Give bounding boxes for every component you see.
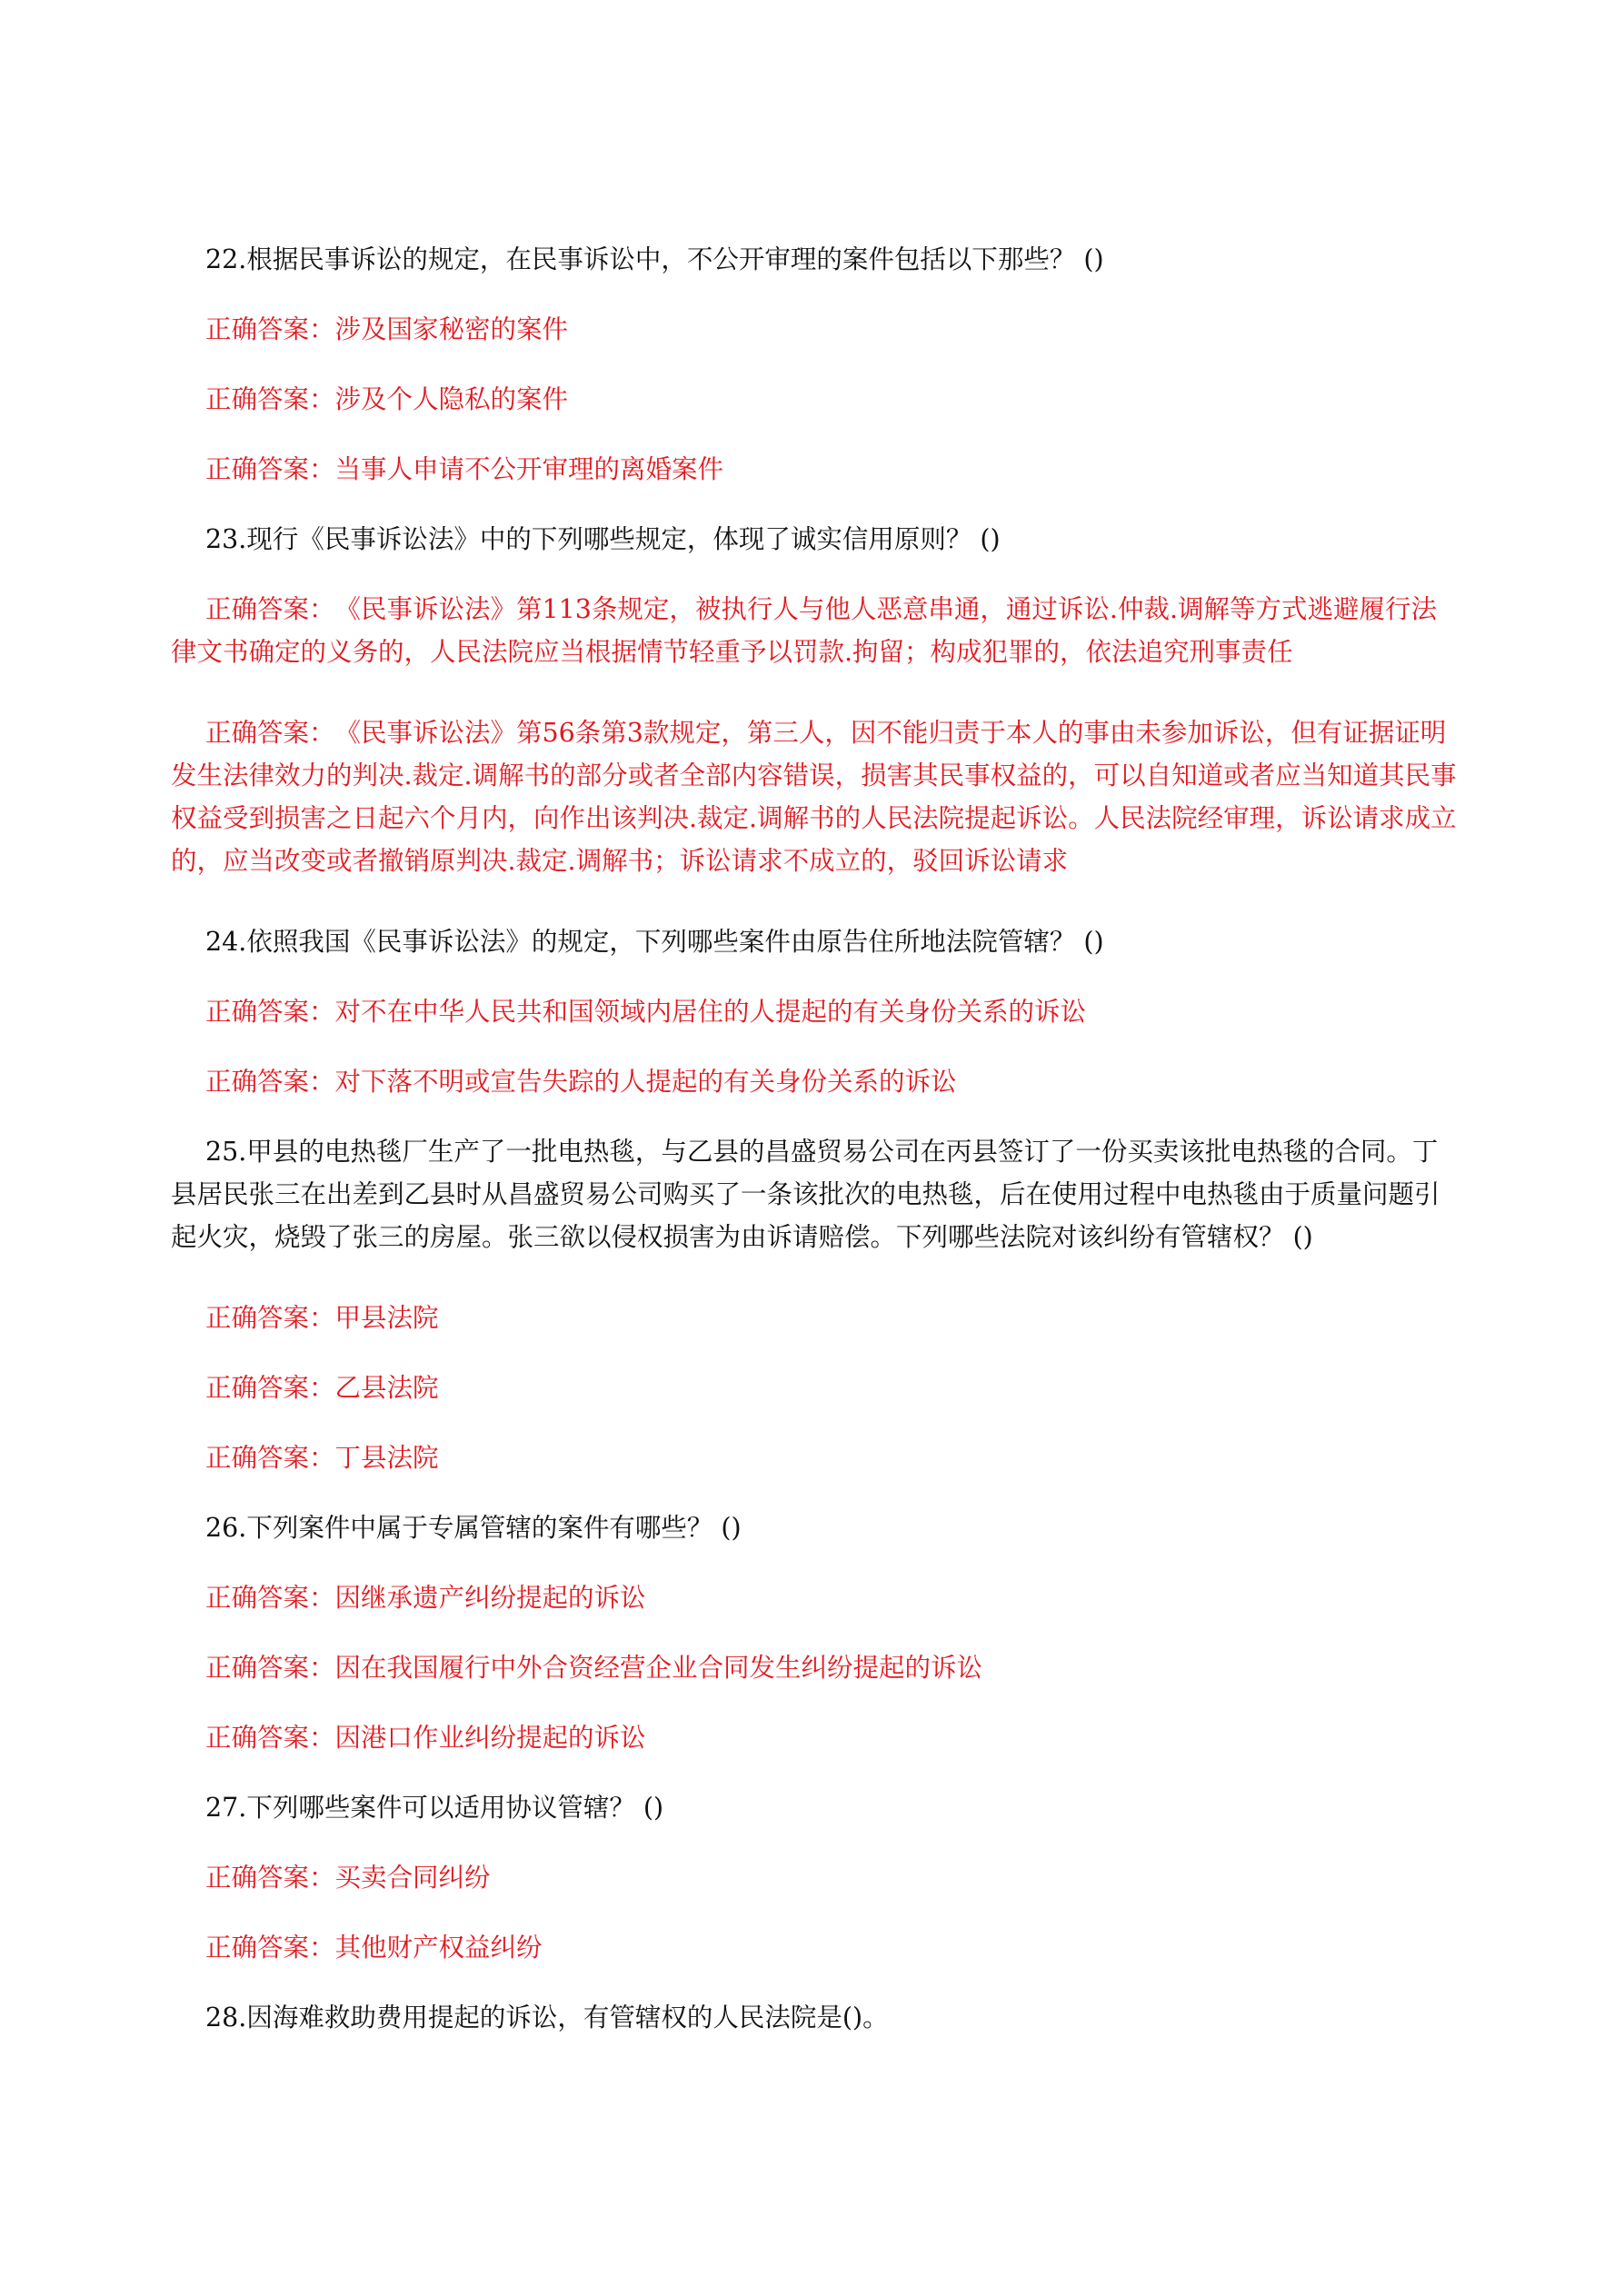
answer-line: 正确答案：对不在中华人民共和国领域内居住的人提起的有关身份关系的诉讼 [205,997,1087,1027]
answer-line: 正确答案：甲县法院 [205,1303,439,1333]
answer-line: 正确答案：因继承遗产纠纷提起的诉讼 [205,1583,646,1613]
question-23: 23.现行《民事诉讼法》中的下列哪些规定，体现了诚实信用原则？ () [205,524,1001,554]
question-25: 25.甲县的电热毯厂生产了一批电热毯，与乙县的昌盛贸易公司在丙县签订了一份买卖该批电热毯的合同。丁县居民张三在出差到乙县时从昌盛贸易公司购买了一条该批次的电热毯，后在使用过程中电热毯由于质量问题引起火灾，烧毁了张三的房屋。张三欲以侵权损害为由诉请赔偿。下列哪些法院对该纠纷有管辖权？ () [171,1137,1440,1252]
answer-line: 正确答案：因港口作业纠纷提起的诉讼 [205,1723,646,1753]
answer-line: 正确答案： 《民事诉讼法》第113条规定，被执行人与他人恶意串通，通过诉讼.仲裁.调解等方式逃避履行法律文书确定的义务的，人民法院应当根据情节轻重予以罚款.拘留；构成犯罪的，依法追究刑事责任 [171,594,1438,667]
answer-line: 正确答案：当事人申请不公开审理的离婚案件 [205,454,724,484]
answer-line: 正确答案：对下落不明或宣告失踪的人提起的有关身份关系的诉讼 [205,1067,957,1097]
answer-line: 正确答案：涉及个人隐私的案件 [205,384,569,414]
question-24: 24.依照我国《民事诉讼法》的规定，下列哪些案件由原告住所地法院管辖？ () [205,927,1104,957]
answer-line: 正确答案：因在我国履行中外合资经营企业合同发生纠纷提起的诉讼 [205,1653,983,1683]
question-28: 28.因海难救助费用提起的诉讼，有管辖权的人民法院是()。 [205,2003,889,2033]
question-22: 22.根据民事诉讼的规定，在民事诉讼中，不公开审理的案件包括以下那些？ () [205,244,1104,274]
answer-line: 正确答案：乙县法院 [205,1373,439,1403]
answer-line: 正确答案：涉及国家秘密的案件 [205,314,569,344]
answer-line: 正确答案：买卖合同纠纷 [205,1863,491,1893]
answer-line: 正确答案：丁县法院 [205,1443,439,1473]
question-27: 27.下列哪些案件可以适用协议管辖？ () [205,1793,664,1823]
question-26: 26.下列案件中属于专属管辖的案件有哪些？ () [205,1513,742,1543]
answer-line: 正确答案： 《民事诉讼法》第56条第3款规定，第三人，因不能归责于本人的事由未参加诉讼，但有证据证明发生法律效力的判决.裁定.调解书的部分或者全部内容错误，损害其民事权益的，可以自知道或者应当知道其民事权益受到损害之日起六个月内，向作出该判决.裁定.调解书的人民法院提起诉讼。人民法院经审理，诉讼请求成立的，应当改变或者撤销原判决.裁定.调解书；诉讼请求不成立的，驳回诉讼请求 [171,718,1457,876]
answer-line: 正确答案：其他财产权益纠纷 [205,1933,543,1963]
question-list [171,238,1461,2066]
